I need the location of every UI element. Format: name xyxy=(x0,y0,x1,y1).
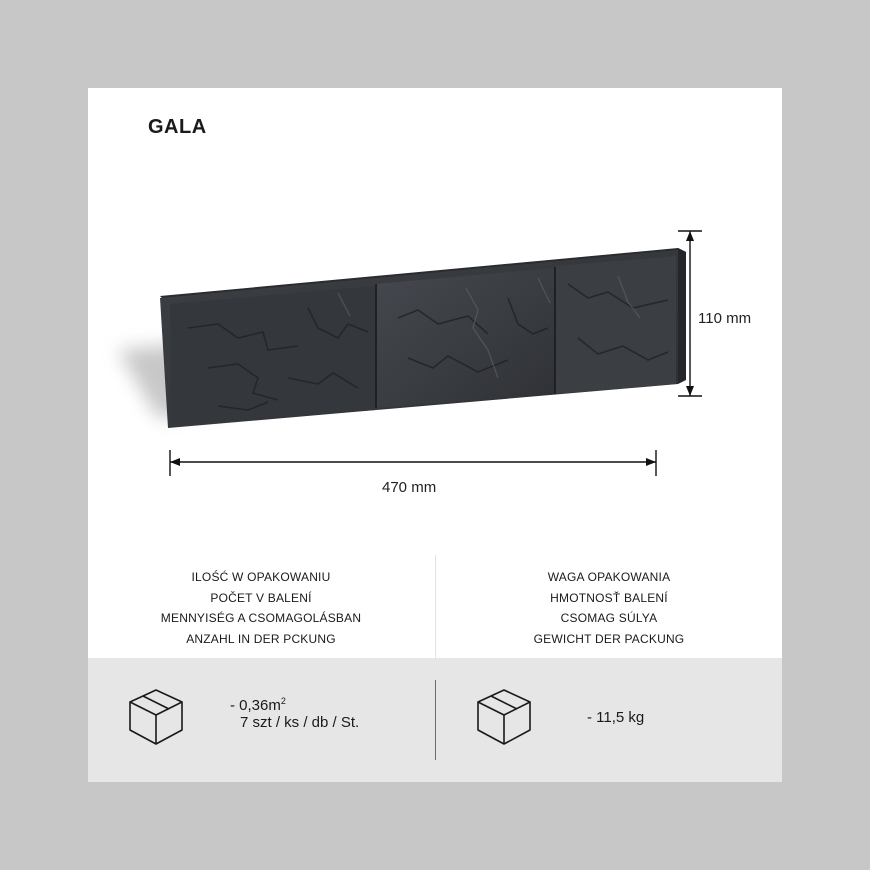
quantity-label-hu: MENNYISÉG A CSOMAGOLÁSBAN xyxy=(160,611,362,625)
product-title: GALA xyxy=(148,116,207,138)
stone-tile xyxy=(160,248,686,428)
pieces-value: 7 szt / ks / db / St. xyxy=(240,714,360,731)
weight-label-pl: WAGA OPAKOWANIA xyxy=(547,570,671,584)
value-divider xyxy=(435,680,436,760)
quantity-labels xyxy=(88,567,434,649)
product-card xyxy=(88,88,782,782)
height-label: 110 mm xyxy=(698,310,752,327)
quantity-label-cz: POČET V BALENÍ xyxy=(210,590,312,605)
weight-label-sk: HMOTNOSŤ BALENÍ xyxy=(550,590,668,605)
packaging-labels xyxy=(88,555,782,658)
quantity-label-pl: ILOŚĆ W OPAKOWANIU xyxy=(191,570,331,584)
quantity-label-de: ANZAHL IN DER PCKUNG xyxy=(186,631,336,646)
width-dimension xyxy=(170,450,656,476)
width-label: 470 mm xyxy=(382,479,437,496)
weight-value: - 11,5 kg xyxy=(587,709,645,726)
area-value: - $0,36m^2$ xyxy=(230,696,286,714)
box-icon xyxy=(128,688,184,746)
weight-labels xyxy=(436,567,782,649)
box-icon xyxy=(476,688,532,746)
packaging-values xyxy=(88,658,782,782)
weight-label-hu: CSOMAG SÚLYA xyxy=(560,611,658,625)
weight-label-de: GEWICHT DER PACKUNG xyxy=(533,631,685,646)
